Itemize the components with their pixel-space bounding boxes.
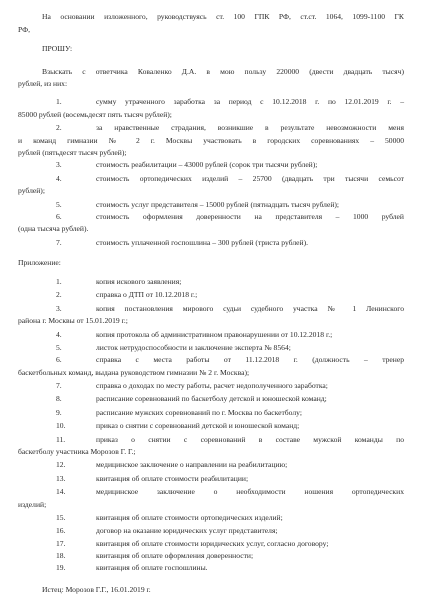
appendix-item-text: справка с места работы от 11.12.2018 г. (должность – тренер: [96, 355, 404, 365]
appendix-item-text: квитанция об оплате оформления доверенности;: [96, 551, 254, 560]
appendix-item-text: изделий;: [18, 499, 47, 509]
appendix-item-number: 5.: [56, 342, 62, 352]
claim-item-number: 1.: [56, 97, 62, 107]
claim-item-text: рублей);: [18, 186, 45, 196]
appendix-item-number: 13.: [56, 473, 66, 483]
claim-item-text: (одна тысяча рублей).: [18, 224, 89, 234]
appendix-item-text: медицинское заключение о необходимости ношения ортопедических: [96, 487, 404, 496]
claim-item-text: стоимость реабилитации – 43000 рублей (сорок три тысячи рублей);: [96, 160, 318, 170]
appendix-item-number: 1.: [56, 276, 62, 286]
appendix-item-number: 10.: [56, 421, 66, 431]
appendix-item-text: копия постановления мирового судьи судебного участка № 1 Ленинского: [96, 303, 404, 313]
appendix-item-number: 6.: [56, 355, 62, 365]
appendix-item-text: договор на оказание юридических услуг представителя;: [96, 526, 278, 536]
appendix-item-number: 11.: [56, 434, 66, 444]
appendix-item-text: приказ о снятии с соревнований в составе мужской команды по: [96, 434, 404, 444]
appendix-item-text: справка о ДТП от 10.12.2018 г.;: [96, 290, 198, 300]
appendix-item-number: 19.: [56, 562, 66, 572]
claim-item-number: 2.: [56, 123, 62, 133]
appendix-item-number: 7.: [56, 381, 62, 390]
appendix-item-number: 8.: [56, 394, 62, 404]
appendix-heading: Приложение:: [18, 257, 61, 267]
signature-line: Истец: Морозов Г.Г., 16.01.2019 г.: [42, 585, 151, 594]
intro-line-2: РФ,: [18, 24, 30, 34]
intro-line-1: На основании изложенного, руководствуясь ст. 100 ГПК РФ, ст.ст. 1064, 1099-1100 ГК: [42, 11, 404, 21]
appendix-item-number: 12.: [56, 460, 66, 470]
appendix-item-text: медицинское заключение о направлении на реабилитацию;: [96, 460, 288, 470]
claim-item-text: за нравственные страдания, возникшие в результате невозможности меня: [96, 123, 404, 133]
claim-item-text: сумму утраченного заработка за период с 10.12.2018 г. по 12.01.2019 г. –: [96, 97, 404, 107]
claim-item-number: 3.: [56, 160, 62, 170]
appendix-item-text: листок нетрудоспособности и заключение эксперта № 8564;: [96, 342, 291, 352]
claim-item-text: 85000 рублей (восемьдесят пять тысяч рублей);: [18, 109, 172, 119]
appendix-item-text: копия протокола об административном правонарушении от 10.12.2018 г.;: [96, 329, 333, 339]
appendix-item-number: 2.: [56, 290, 62, 300]
claim-item-number: 4.: [56, 173, 62, 183]
claim-item-text: и команд гимназии № 2 г. Москвы участвовать в городских соревнованиях – 50000: [18, 135, 404, 145]
appendix-item-number: 17.: [56, 538, 66, 548]
claim-item-text: стоимость оформления доверенности на представителя – 1000 рублей: [96, 212, 404, 221]
appendix-item-text: баскетбольных команд, выдана руководством гимназии № 2 г. Москва);: [18, 367, 250, 377]
claim-item-text: стоимость уплаченной госпошлина – 300 рублей (триста рублей).: [96, 237, 309, 247]
claim-item-text: стоимость ортопедических изделий – 25700 (двадцать три тысячи семьсот: [96, 173, 404, 183]
appendix-item-text: копия искового заявления;: [96, 276, 182, 286]
claim-item-number: 6.: [56, 212, 62, 221]
claim-item-text: стоимость услуг представителя – 15000 рублей (пятнадцать тысяч рублей);: [96, 199, 340, 209]
appendix-item-text: баскетболу участника Морозов Г. Г.;: [18, 446, 136, 456]
appendix-item-number: 3.: [56, 303, 62, 313]
appendix-item-text: расписание соревнований по баскетболу детской и юношеской команд;: [96, 394, 327, 404]
claim-line-1: Взыскать с ответчика Коваленко Д.А. в мою пользу 220000 (двести двадцать тысяч): [42, 66, 404, 76]
appendix-item-number: 9.: [56, 407, 62, 417]
appendix-item-text: приказ о снятии с соревнований детской и юношеской команд;: [96, 421, 300, 431]
appendix-item-text: квитанция об оплате стоимости юридических услуг, согласно договору;: [96, 538, 329, 548]
claim-item-number: 5.: [56, 199, 62, 209]
appendix-item-number: 15.: [56, 512, 66, 522]
appendix-item-text: квитанция об оплате стоимости ортопедических изделий;: [96, 512, 283, 522]
appendix-item-number: 4.: [56, 329, 62, 339]
appendix-item-number: 18.: [56, 551, 66, 560]
appendix-item-number: 16.: [56, 526, 66, 536]
appendix-item-text: района г. Москвы от 15.01.2019 г.;: [18, 316, 128, 326]
appendix-item-text: квитанция об оплате стоимости реабилитации;: [96, 473, 249, 483]
appendix-item-text: справка о доходах по месту работы, расчет недополученного заработка;: [96, 381, 328, 390]
request-heading: ПРОШУ:: [42, 43, 73, 53]
appendix-item-text: квитанция об оплате госпошлины.: [96, 562, 208, 572]
claim-item-number: 7.: [56, 237, 62, 247]
appendix-item-number: 14.: [56, 487, 66, 496]
appendix-item-text: расписание мужских соревнований по г. Москва по баскетболу;: [96, 407, 302, 417]
claim-item-text: рублей (пятьдесят тысяч рублей);: [18, 148, 127, 157]
claim-line-2: рублей, из них:: [18, 79, 68, 89]
